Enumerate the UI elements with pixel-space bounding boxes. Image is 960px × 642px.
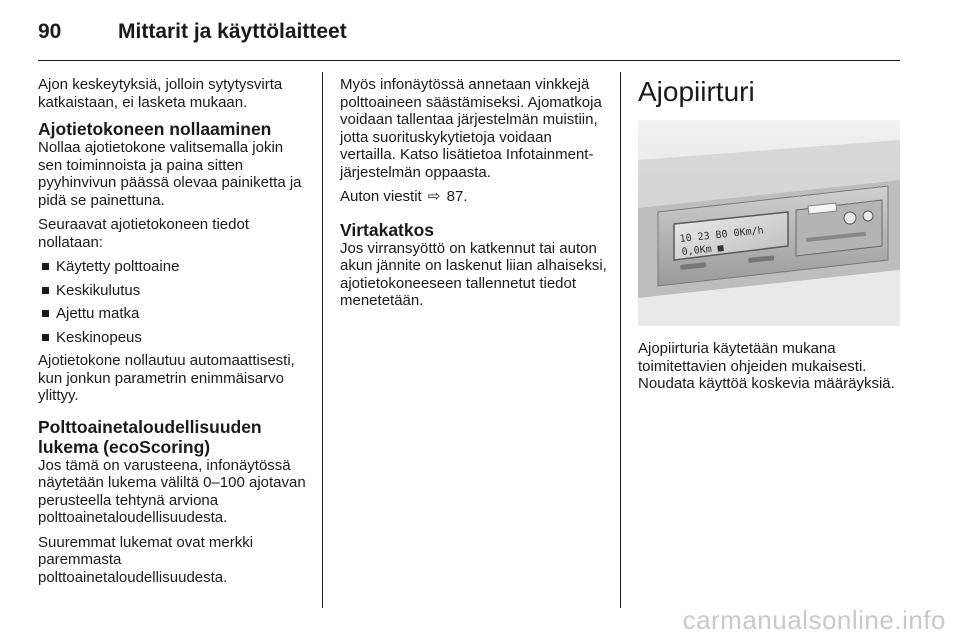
reference-page: 87. xyxy=(446,188,468,205)
column-divider-1 xyxy=(322,72,323,608)
knob-icon xyxy=(863,211,873,221)
watermark: carmanualsonline.info xyxy=(682,605,946,635)
list-item: Käytetty polttoaine xyxy=(38,258,310,276)
tachograph-paragraph: Ajopiirturia käytetään mukana toimitettavien ohjeiden mukaisesti. Noudata käyttöä koskevia määräyksiä. xyxy=(638,340,895,392)
knob-icon xyxy=(844,212,856,224)
tips-paragraph: Myös infonäytössä annetaan vinkkejä polttoaineen säästämiseksi. Ajomatkoja voidaan tallentaa järjestelmän muistiin, jotta suorituskykytietoja voidaan vertailla. Katso lisätietoa Infotainment-järjestelmän oppaasta. xyxy=(340,76,602,181)
tachograph-heading: Ajopiirturi xyxy=(638,76,755,107)
eco-heading: Polttoainetaloudellisuuden lukema (ecoScoring) xyxy=(38,416,262,457)
power-heading: Virtakatkos xyxy=(340,219,435,240)
power-paragraph: Jos virransyöttö on katkennut tai auton akun jännite on laskenut liian alhaiseksi, ajotietokoneeseen tallennetut tiedot menetetään. xyxy=(340,239,607,309)
list-item: Ajettu matka xyxy=(38,305,310,323)
reset-followup: Seuraavat ajotietokoneen tiedot nollataan: xyxy=(38,216,249,251)
tachograph-display-line-2: 0,0Km ■ xyxy=(681,242,725,258)
column-divider-2 xyxy=(620,72,621,608)
eco-followup: Suuremmat lukemat ovat merkki paremmasta polttoainetaloudellisuudesta. xyxy=(38,533,254,586)
eco-paragraph: Jos tämä on varusteena, infonäytössä näytetään lukema väliltä 0–100 ajotavan perusteella tehtynä arviona polttoainetaloudellisuudesta. xyxy=(38,456,306,526)
column-1 xyxy=(38,76,310,593)
chapter-title: Mittarit ja käyttölaitteet xyxy=(118,20,347,43)
column-3 xyxy=(638,76,900,400)
list-item: Keskinopeus xyxy=(38,329,310,347)
intro-paragraph: Ajon keskeytyksiä, jolloin sytytysvirta katkaistaan, ei lasketa mukaan. xyxy=(38,76,283,111)
header-rule xyxy=(38,60,900,61)
bullet-icon xyxy=(42,263,49,270)
reference-line xyxy=(340,188,608,206)
page-number: 90 xyxy=(38,20,62,43)
tachograph-photo xyxy=(638,120,900,326)
auto-reset-paragraph: Ajotietokone nollautuu automaattisesti, kun jonkun parametrin enimmäisarvo ylittyy. xyxy=(38,352,295,404)
list-item: Keskikulutus xyxy=(38,282,310,300)
bullet-icon xyxy=(42,287,49,294)
tachograph-display-line-1: 10 23 B0 0Km/h xyxy=(679,225,765,245)
reference-text: Auton viestit xyxy=(340,188,422,205)
bullet-icon xyxy=(42,310,49,317)
bullet-icon xyxy=(42,334,49,341)
reset-list xyxy=(38,258,310,346)
reset-heading: Ajotietokoneen nollaaminen xyxy=(38,119,272,139)
column-2 xyxy=(340,76,608,317)
reset-paragraph: Nollaa ajotietokone valitsemalla jokin sen toiminnoista ja paina sitten pyyhinvivun päässä olevaa painiketta ja pidä se painettuna. xyxy=(38,139,302,209)
page-reference-arrow-icon: ⇨ xyxy=(427,188,441,205)
